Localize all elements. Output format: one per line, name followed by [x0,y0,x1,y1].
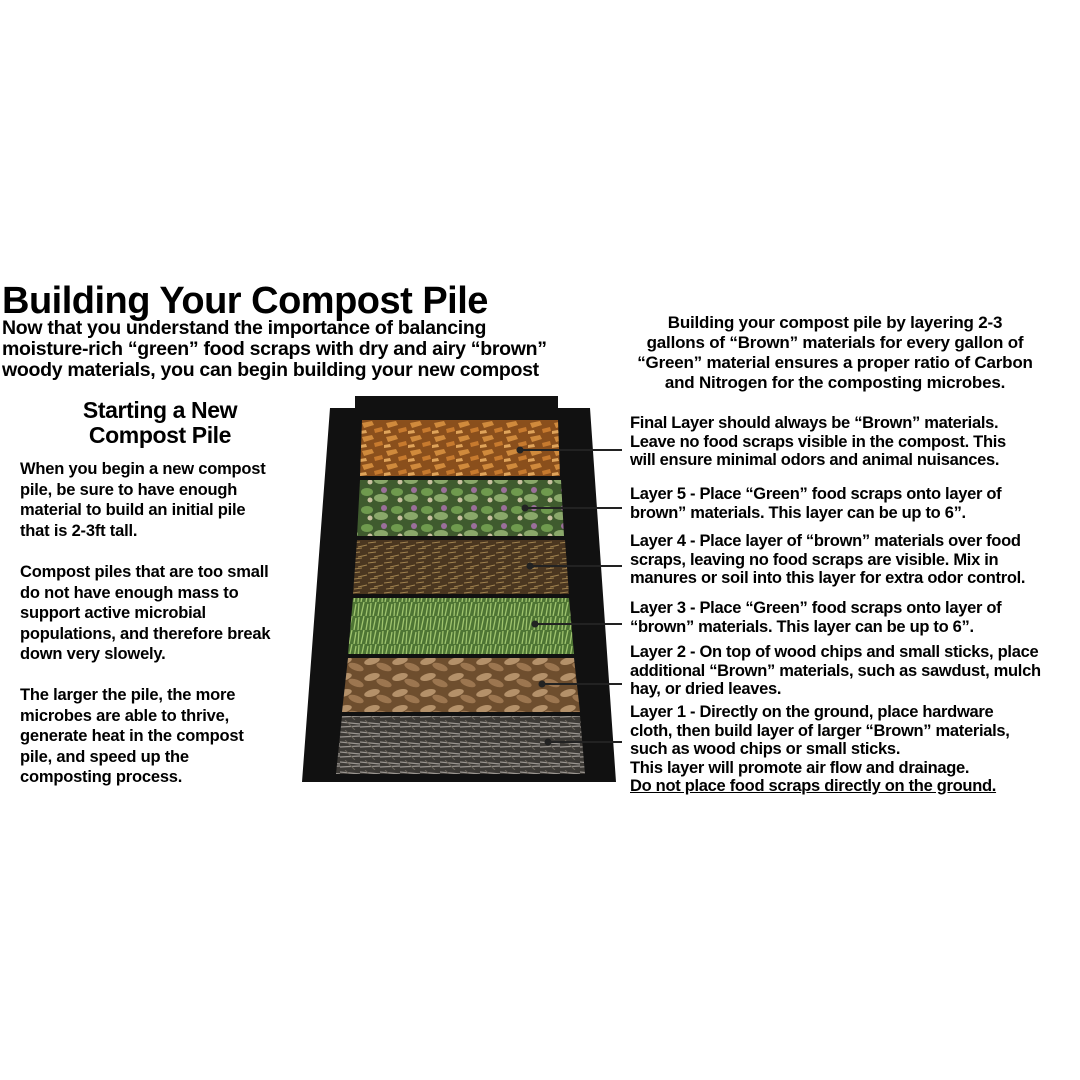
paragraph-line: pile, and speed up the [20,747,189,766]
label-line: cloth, then build layer of larger “Brown” materials, [630,721,1010,740]
pointer-dot-final [518,448,523,453]
label-layer1 [630,703,1078,796]
paragraph-line: generate heat in the compost [20,727,244,745]
label-layer2 [630,643,1078,699]
label-line: hay, or dried leaves. [630,680,782,698]
label-final-layer [630,414,1078,470]
ratio-line: Building your compost pile by layering 2-3 [667,313,1003,332]
label-layer4 [630,532,1078,588]
paragraph-line: composting process. [20,768,183,786]
paragraph-line: populations, and therefore break [20,624,271,643]
paragraph-line: pile, be sure to have enough [20,480,238,499]
label-line: Leave no food scraps visible in the compost. This [630,432,1006,451]
label-layer3 [630,599,1078,636]
label-line: Layer 3 - Place “Green” food scraps onto layer of [630,599,1002,617]
pointer-dot-layer3 [533,622,538,627]
pointer-dot-layer1 [546,740,551,745]
paragraph-line: down very slowely. [20,645,166,663]
pointer-dot-layer4 [528,564,533,569]
label-line: scraps, leaving no food scraps are visible. Mix in [630,550,999,569]
label-line: Final Layer should always be “Brown” materials. [630,414,999,432]
label-line: manures or soil into this layer for extra odor control. [630,569,1026,587]
intro-line: moisture-rich “green” food scraps with dry and airy “brown” [2,338,547,360]
label-line: additional “Brown” materials, such as sawdust, mulch [630,661,1041,680]
ground-warning: Do not place food scraps directly on the ground. [630,777,997,795]
paragraph-line: do not have enough mass to [20,583,239,602]
intro-line: Now that you understand the importance of balancing [2,317,487,339]
label-line: brown” materials. This layer can be up to 6”. [630,503,966,522]
label-line: “brown” materials. This layer can be up to 6”. [630,617,974,636]
layer3-fill [348,598,574,654]
label-line: Layer 1 - Directly on the ground, place hardware [630,703,994,721]
pointer-dot-layer2 [540,682,545,687]
label-line: This layer will promote air flow and drainage. [630,758,970,777]
left-heading-line: Compost Pile [88,422,232,448]
paragraph-line: microbes are able to thrive, [20,706,229,725]
ratio-line: gallons of “Brown” materials for every gallon of [646,333,1024,352]
label-line: Layer 4 - Place layer of “brown” materials over food [630,532,1021,550]
label-line: Layer 2 - On top of wood chips and small sticks, place [630,643,1039,661]
pointer-dot-layer5 [523,506,528,511]
layer-final-fill [360,420,560,476]
left-heading-line: Starting a New [82,397,238,423]
paragraph-line: that is 2-3ft tall. [20,521,138,540]
paragraph-line: Compost piles that are too small [20,563,269,581]
ratio-line: and Nitrogen for the composting microbes. [664,373,1006,392]
label-line: Layer 5 - Place “Green” food scraps onto layer of [630,485,1002,503]
paragraph-line: When you begin a new compost [20,460,266,478]
paragraph-line: The larger the pile, the more [20,686,236,704]
paragraph-line: material to build an initial pile [20,501,246,519]
paragraph-line: support active microbial [20,604,206,622]
label-layer5 [630,485,1078,522]
intro-line: woody materials, you can begin building your new compost [2,359,539,381]
label-line: will ensure minimal odors and animal nuisances. [630,451,1000,469]
label-line: such as wood chips or small sticks. [630,740,901,758]
page-title: Building Your Compost Pile [2,280,488,322]
ratio-line: “Green” material ensures a proper ratio of Carbon [637,353,1033,372]
